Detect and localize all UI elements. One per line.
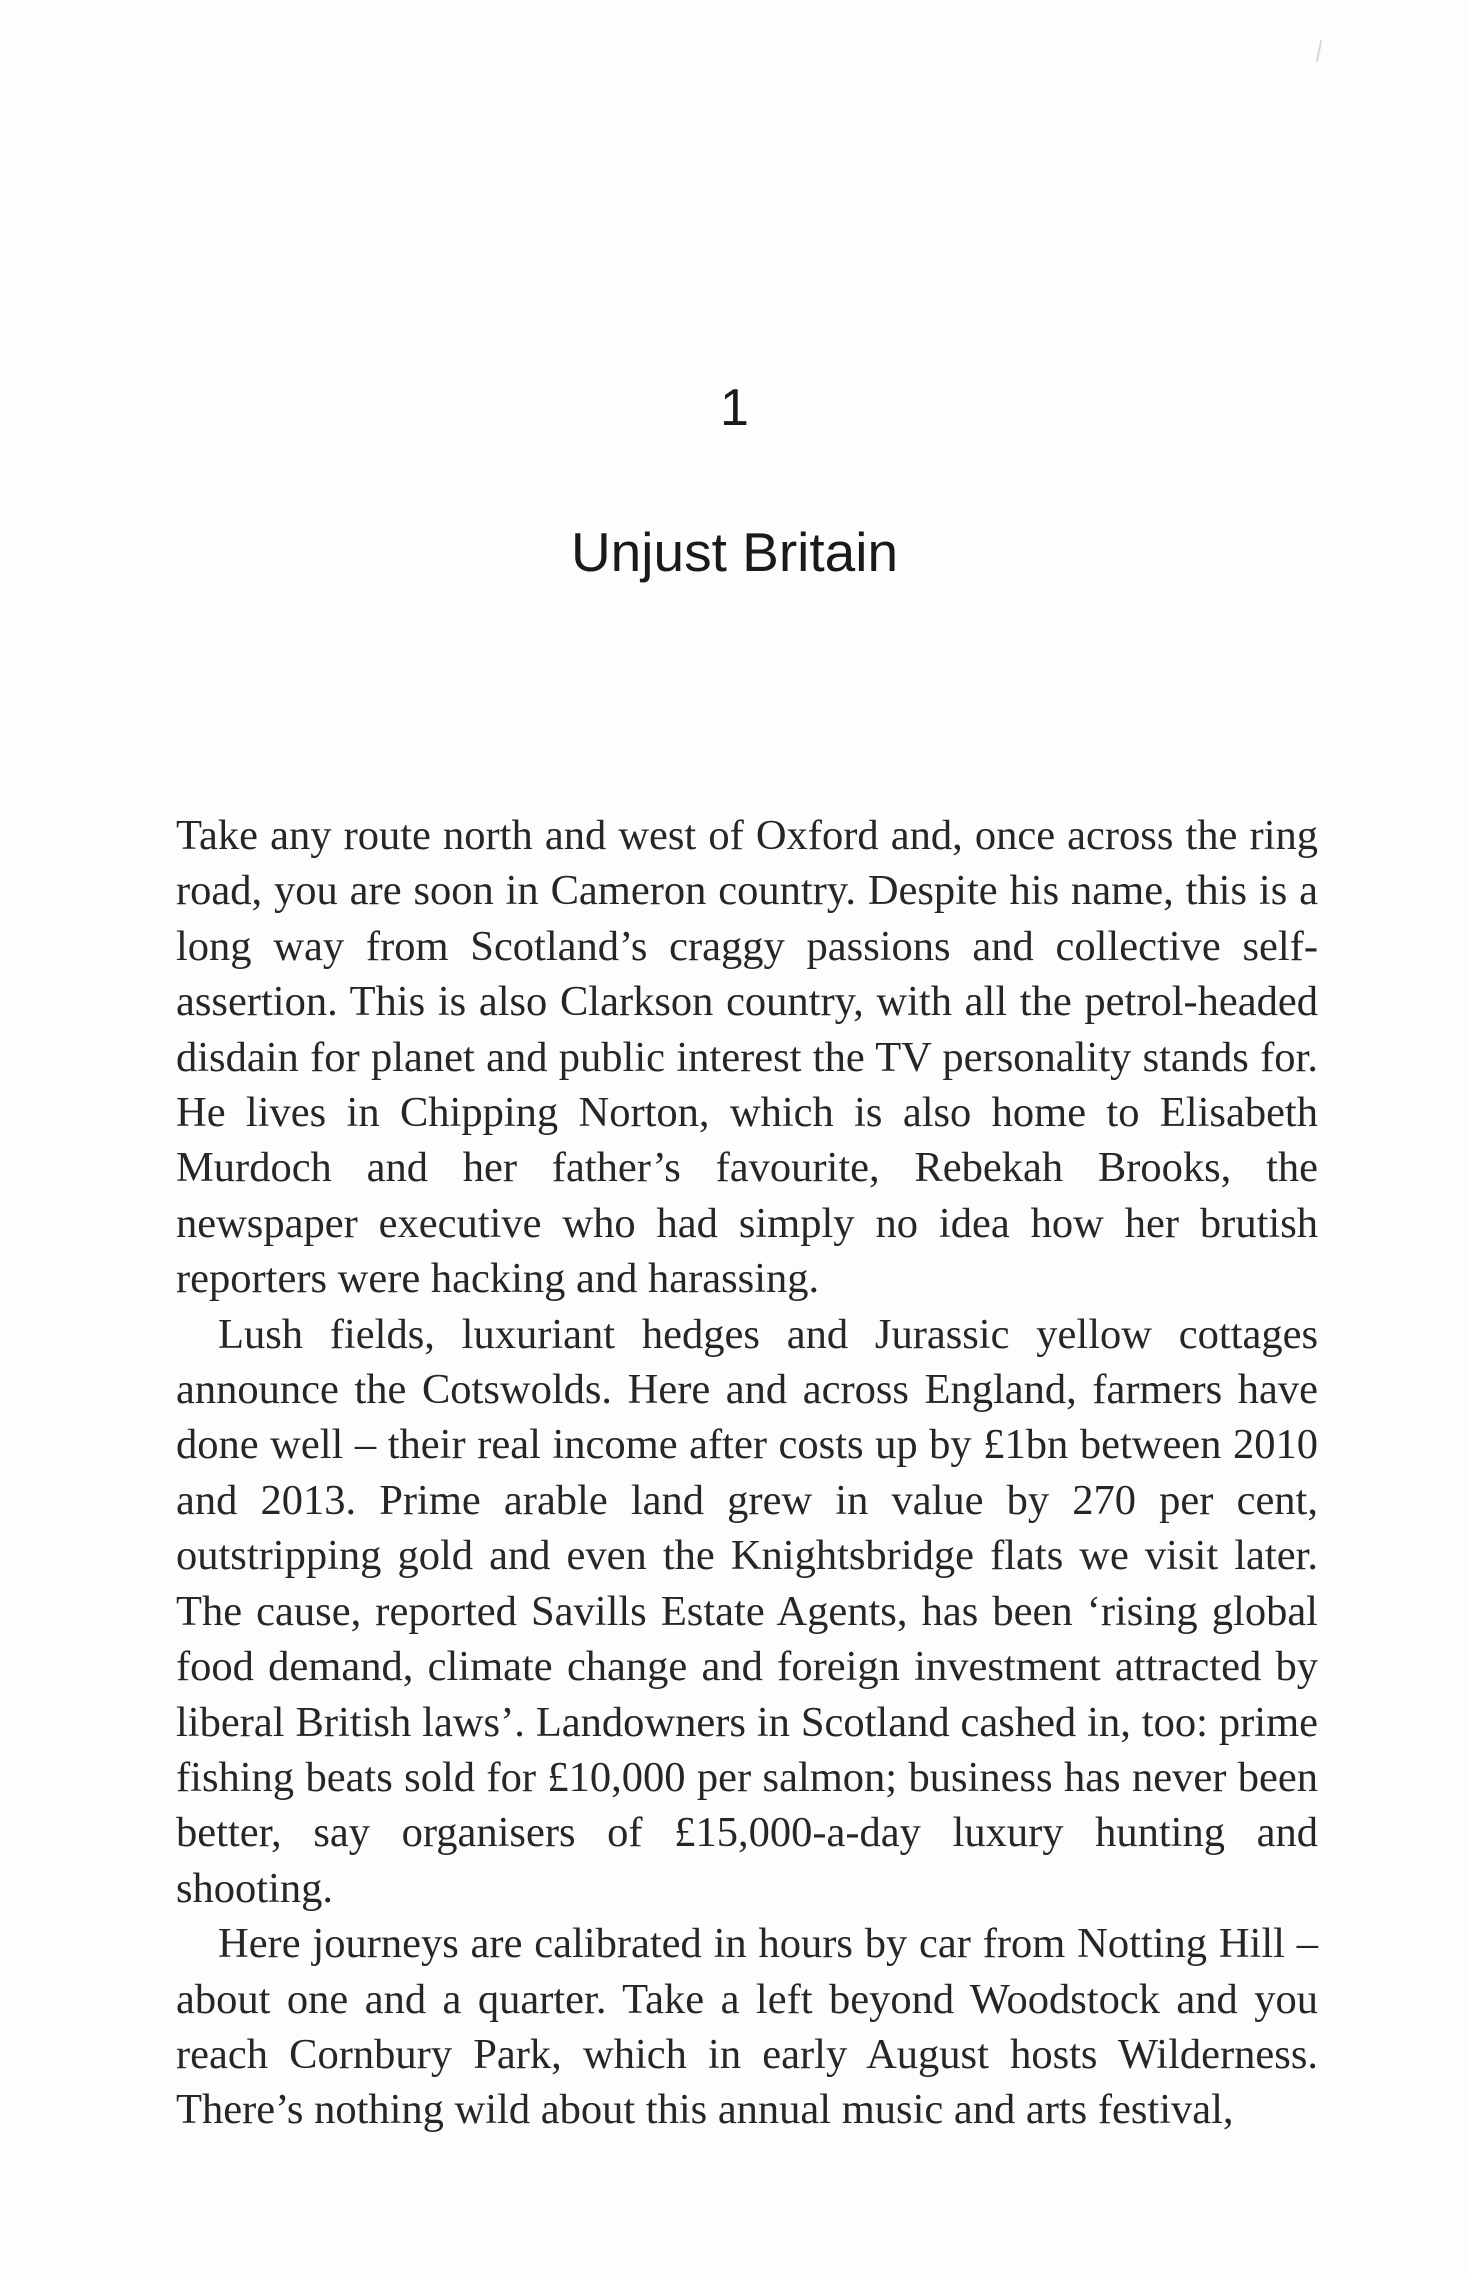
chapter-title: Unjust Britain (570, 521, 899, 583)
paragraph-3: Here journeys are calibrated in hours by car from Notting Hill – about one and a quarter. Take a left beyond Woodstock and you reach Cornbury Park, which in early August hosts Wilderness. There’s nothing wild about this annual music and arts festival, (176, 1920, 1318, 2134)
chapter-number: 1 (720, 379, 749, 437)
paragraph-2: Lush fields, luxuriant hedges and Jurassic yellow cottages announce the Cotswolds. Here and across England, farmers have done well – their real income after costs up by £1bn between 2010 and 2013. Prime arable land grew in value by 270 per cent, outstripping gold and even the Knightsbridge flats we visit later. The cause, reported Savills Estate Agents, has been ‘rising global food demand, climate change and foreign investment attracted by liberal British laws’. Landowners in Scotland cashed in, too: prime fishing beats sold for £10,000 per salmon; business has never been better, say organisers of £15,000-a-day luxury hunting and shooting. (176, 1310, 1318, 1912)
chapter-body (176, 808, 1318, 2138)
paragraph-1: Take any route north and west of Oxford and, once across the ring road, you are soon in Cameron country. Despite his name, this is a long way from Scotland’s craggy passions and collective self-assertion. This is also Clarkson country, with all the petrol-headed disdain for planet and public interest the TV personality stands for. He lives in Chipping Norton, which is also home to Elisabeth Murdoch and her father’s favourite, Rebekah Brooks, the newspaper executive who had simply no idea how her brutish reporters were hacking and harassing. (176, 812, 1318, 1303)
scan-speck (1316, 40, 1323, 62)
